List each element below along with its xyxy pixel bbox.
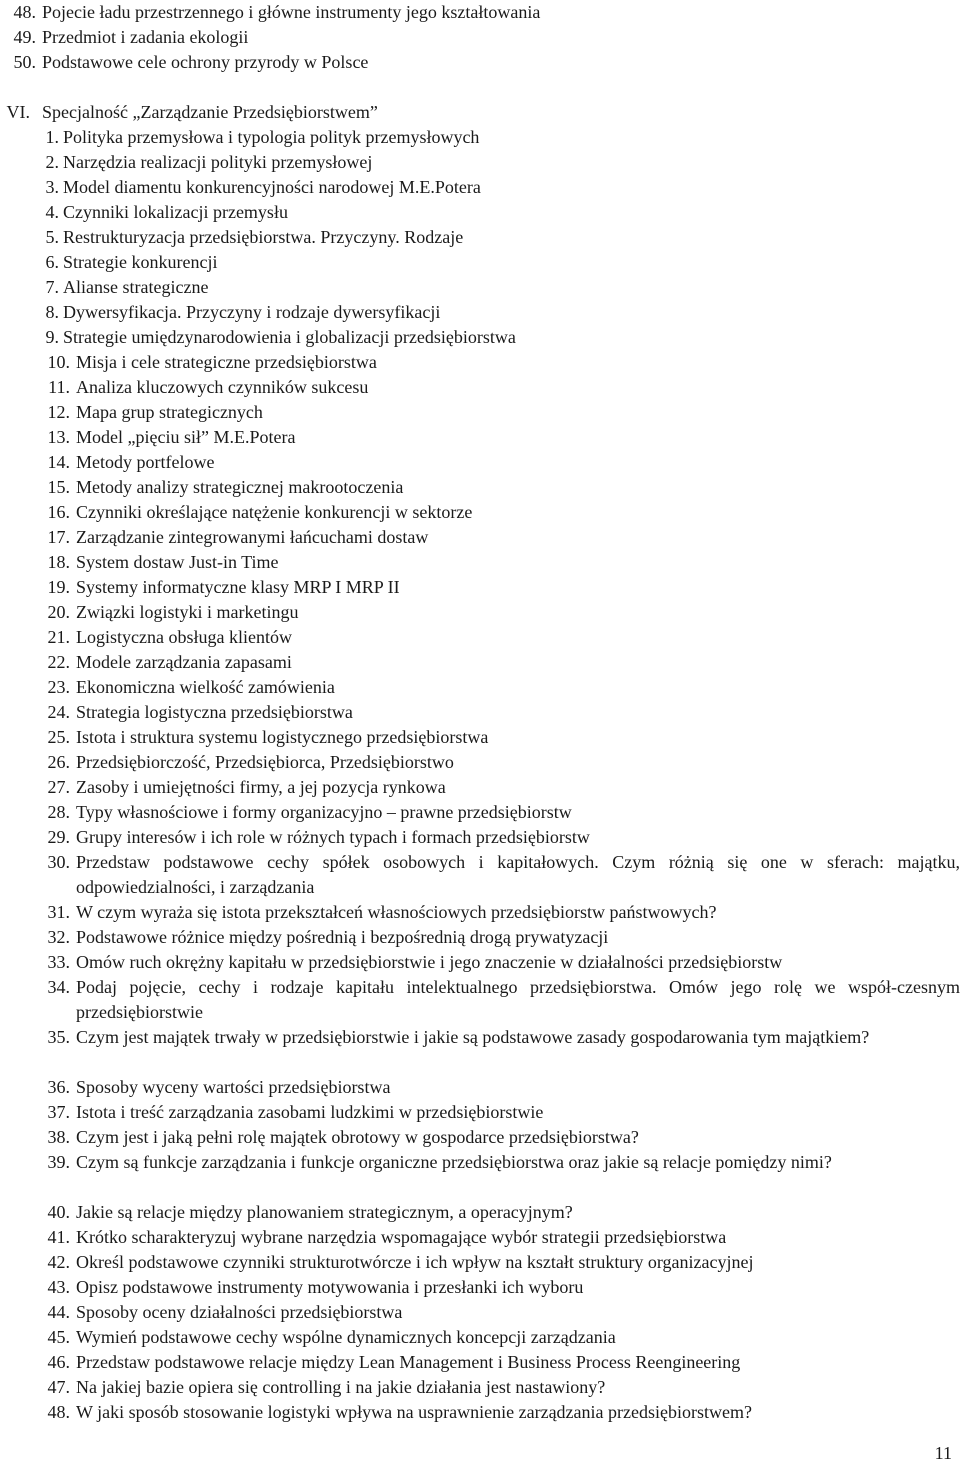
list-item (0, 550, 960, 575)
list-item-text: Sposoby oceny działalności przedsiębiorstwa (76, 1302, 403, 1322)
list-item-number: 26. (47, 752, 70, 772)
list-item (0, 250, 960, 275)
spacer (0, 75, 960, 100)
list-item-number: 31. (47, 902, 70, 922)
list-item-text: Typy własnościowe i formy organizacyjno – prawne przedsiębiorstw (76, 802, 572, 822)
list-item-text: Zasoby i umiejętności firmy, a jej pozycja rynkowa (76, 777, 446, 797)
list-item-number: 27. (47, 777, 70, 797)
list-item (0, 575, 960, 600)
list-item (0, 150, 960, 175)
list-item-text: Alianse strategiczne (63, 277, 209, 297)
list-item-number: 3. (45, 177, 59, 197)
list-item-number: 15. (47, 477, 70, 497)
list-item (0, 175, 960, 200)
list-item (0, 1375, 960, 1400)
list-item (0, 425, 960, 450)
list-item-number: 13. (47, 427, 70, 447)
list-item (0, 1125, 960, 1150)
list-item-number: 48. (47, 1402, 70, 1422)
list-item (0, 1100, 960, 1125)
list-item-text: Podaj pojęcie, cechy i rodzaje kapitału intelektualnego przedsiębiorstwa. Omów jego rolę we współ-czesnym przedsiębiorstwie (76, 977, 960, 1022)
list-item-text: Narzędzia realizacji polityki przemysłowej (63, 152, 373, 172)
list-item-number: 41. (47, 1227, 70, 1247)
list-item (0, 975, 960, 1025)
list-item (0, 675, 960, 700)
list-item-number: 10. (47, 352, 70, 372)
list-item-text: Mapa grup strategicznych (76, 402, 263, 422)
list-item-number: 1. (45, 127, 59, 147)
list-item-text: Dywersyfikacja. Przyczyny i rodzaje dywersyfikacji (63, 302, 441, 322)
list-item (0, 50, 960, 75)
section-heading-number: VI. (6, 102, 30, 122)
list-item (0, 375, 960, 400)
list-item (0, 350, 960, 375)
list-item-text: Modele zarządzania zapasami (76, 652, 292, 672)
list-item-text: System dostaw Just-in Time (76, 552, 279, 572)
list-item-text: Model „pięciu sił” M.E.Potera (76, 427, 296, 447)
list-item-number: 8. (45, 302, 59, 322)
list-item-text: Czynniki lokalizacji przemysłu (63, 202, 288, 222)
list-item-number: 34. (47, 977, 70, 997)
list-item (0, 1025, 960, 1075)
list-item-number: 18. (47, 552, 70, 572)
list-item-text: Określ podstawowe czynniki strukturotwórcze i ich wpływ na kształt struktury organizacyjnej (76, 1252, 754, 1272)
list-item-text: Czynniki określające natężenie konkurencji w sektorze (76, 502, 473, 522)
list-item-number: 42. (47, 1252, 70, 1272)
list-item-number: 40. (47, 1202, 70, 1222)
list-item (0, 1325, 960, 1350)
list-item-text: Logistyczna obsługa klientów (76, 627, 292, 647)
list-item-number: 6. (45, 252, 59, 272)
list-item-text: Jakie są relacje między planowaniem strategicznym, a operacyjnym? (76, 1202, 573, 1222)
list-item (0, 0, 960, 25)
list-item-text: Restrukturyzacja przedsiębiorstwa. Przyczyny. Rodzaje (63, 227, 464, 247)
list-item (0, 950, 960, 975)
list-item-number: 24. (47, 702, 70, 722)
list-item-number: 33. (47, 952, 70, 972)
list-item (0, 1275, 960, 1300)
list-item-text: W jaki sposób stosowanie logistyki wpływa na usprawnienie zarządzania przedsiębiorstwem? (76, 1402, 752, 1422)
list-item-text: Ekonomiczna wielkość zamówienia (76, 677, 335, 697)
list-item (0, 300, 960, 325)
list-item (0, 1300, 960, 1325)
list-item (0, 750, 960, 775)
list-item (0, 1400, 960, 1425)
list-item (0, 1350, 960, 1375)
list-item-text: Czym są funkcje zarządzania i funkcje organiczne przedsiębiorstwa oraz jakie są relacje pomiędzy nimi? (76, 1152, 832, 1172)
list-item-text: Podstawowe różnice między pośrednią i bezpośrednią drogą prywatyzacji (76, 927, 609, 947)
list-item-number: 30. (47, 852, 70, 872)
list-item (0, 525, 960, 550)
list-item-text: Przedstaw podstawowe relacje między Lean Management i Business Process Reengineering (76, 1352, 741, 1372)
section-heading-text: Specjalność „Zarządzanie Przedsiębiorstwem” (42, 102, 378, 122)
list-item-number: 20. (47, 602, 70, 622)
list-item (0, 1075, 960, 1100)
list-item-number: 19. (47, 577, 70, 597)
list-item (0, 850, 960, 900)
list-item (0, 600, 960, 625)
list-item-text: Zarządzanie zintegrowanymi łańcuchami dostaw (76, 527, 429, 547)
list-item (0, 800, 960, 825)
list-item (0, 1200, 960, 1225)
list-item-number: 45. (47, 1327, 70, 1347)
list-item-number: 37. (47, 1102, 70, 1122)
list-item-text: Analiza kluczowych czynników sukcesu (76, 377, 369, 397)
list-item-number: 28. (47, 802, 70, 822)
list-item-number: 17. (47, 527, 70, 547)
list-item-number: 38. (47, 1127, 70, 1147)
section-heading (0, 100, 960, 125)
list-item-text: Istota i treść zarządzania zasobami ludzkimi w przedsiębiorstwie (76, 1102, 544, 1122)
list-item (0, 325, 960, 350)
list-item-text: Istota i struktura systemu logistycznego przedsiębiorstwa (76, 727, 489, 747)
list-item-text: Krótko scharakteryzuj wybrane narzędzia wspomagające wybór strategii przedsiębiorstwa (76, 1227, 727, 1247)
list-item-number: 2. (45, 152, 59, 172)
list-item-text: Strategie konkurencji (63, 252, 218, 272)
list-item (0, 125, 960, 150)
list-item-number: 43. (47, 1277, 70, 1297)
list-item-number: 44. (47, 1302, 70, 1322)
list-item (0, 1225, 960, 1250)
page-number: 11 (934, 1443, 952, 1463)
list-item (0, 700, 960, 725)
list-item-number: 11. (48, 377, 70, 397)
list-item-number: 47. (47, 1377, 70, 1397)
list-item-number: 39. (47, 1152, 70, 1172)
list-item (0, 400, 960, 425)
list-item (0, 1250, 960, 1275)
list-item-text: Wymień podstawowe cechy wspólne dynamicznych koncepcji zarządzania (76, 1327, 616, 1347)
list-item-number: 29. (47, 827, 70, 847)
list-item-number: 22. (47, 652, 70, 672)
list-item-number: 32. (47, 927, 70, 947)
list-item-text: Podstawowe cele ochrony przyrody w Polsce (42, 52, 369, 72)
list-item-number: 21. (47, 627, 70, 647)
list-item-text: Polityka przemysłowa i typologia polityk przemysłowych (63, 127, 480, 147)
list-item-number: 4. (45, 202, 59, 222)
list-item-number: 25. (47, 727, 70, 747)
list-item-text: W czym wyraża się istota przekształceń własnościowych przedsiębiorstw państwowych? (76, 902, 717, 922)
list-item-text: Na jakiej bazie opiera się controlling i na jakie działania jest nastawiony? (76, 1377, 606, 1397)
list-item (0, 775, 960, 800)
list-item-text: Metody portfelowe (76, 452, 215, 472)
list-item (0, 650, 960, 675)
list-item (0, 225, 960, 250)
list-item-text: Systemy informatyczne klasy MRP I MRP II (76, 577, 400, 597)
list-item (0, 275, 960, 300)
list-item-text: Przedstaw podstawowe cechy spółek osobowych i kapitałowych. Czym różnią się one w sferach: majątku, odpowiedzialności, i zarządzania (76, 852, 960, 897)
list-item-number: 35. (47, 1027, 70, 1047)
list-item (0, 900, 960, 925)
list-item-number: 7. (45, 277, 59, 297)
list-item (0, 925, 960, 950)
list-item-text: Strategie umiędzynarodowienia i globalizacji przedsiębiorstwa (63, 327, 516, 347)
list-item (0, 500, 960, 525)
list-item-number: 12. (47, 402, 70, 422)
list-item-number: 49. (13, 27, 36, 47)
list-item-text: Opisz podstawowe instrumenty motywowania i przesłanki ich wyboru (76, 1277, 584, 1297)
list-item-number: 9. (45, 327, 59, 347)
list-item-number: 14. (47, 452, 70, 472)
list-item-text: Omów ruch okrężny kapitału w przedsiębiorstwie i jego znaczenie w działalności przedsiębiorstw (76, 952, 783, 972)
list-item-number: 50. (13, 52, 36, 72)
list-item (0, 725, 960, 750)
list-item-number: 16. (47, 502, 70, 522)
list-item-text: Misja i cele strategiczne przedsiębiorstwa (76, 352, 377, 372)
list-item-text: Przedmiot i zadania ekologii (42, 27, 249, 47)
list-item (0, 200, 960, 225)
list-item-number: 36. (47, 1077, 70, 1097)
list-item-text: Czym jest i jaką pełni rolę majątek obrotowy w gospodarce przedsiębiorstwa? (76, 1127, 639, 1147)
list-item-text: Przedsiębiorczość, Przedsiębiorca, Przedsiębiorstwo (76, 752, 454, 772)
list-item (0, 625, 960, 650)
list-item-text: Związki logistyki i marketingu (76, 602, 299, 622)
list-item-text: Grupy interesów i ich role w różnych typach i formach przedsiębiorstw (76, 827, 590, 847)
list-item-text: Metody analizy strategicznej makrootoczenia (76, 477, 404, 497)
list-item-number: 46. (47, 1352, 70, 1372)
list-item (0, 475, 960, 500)
list-item-number: 48. (13, 2, 36, 22)
list-item (0, 1150, 960, 1200)
list-item-number: 23. (47, 677, 70, 697)
list-item (0, 25, 960, 50)
list-item-number: 5. (45, 227, 59, 247)
list-item (0, 825, 960, 850)
list-item-text: Strategia logistyczna przedsiębiorstwa (76, 702, 353, 722)
list-item-text: Sposoby wyceny wartości przedsiębiorstwa (76, 1077, 391, 1097)
list-item (0, 450, 960, 475)
list-item-text: Model diamentu konkurencyjności narodowej M.E.Potera (63, 177, 481, 197)
list-item-text: Pojecie ładu przestrzennego i główne instrumenty jego kształtowania (42, 2, 541, 22)
list-item-text: Czym jest majątek trwały w przedsiębiorstwie i jakie są podstawowe zasady gospodarowania tym majątkiem? (76, 1027, 870, 1047)
